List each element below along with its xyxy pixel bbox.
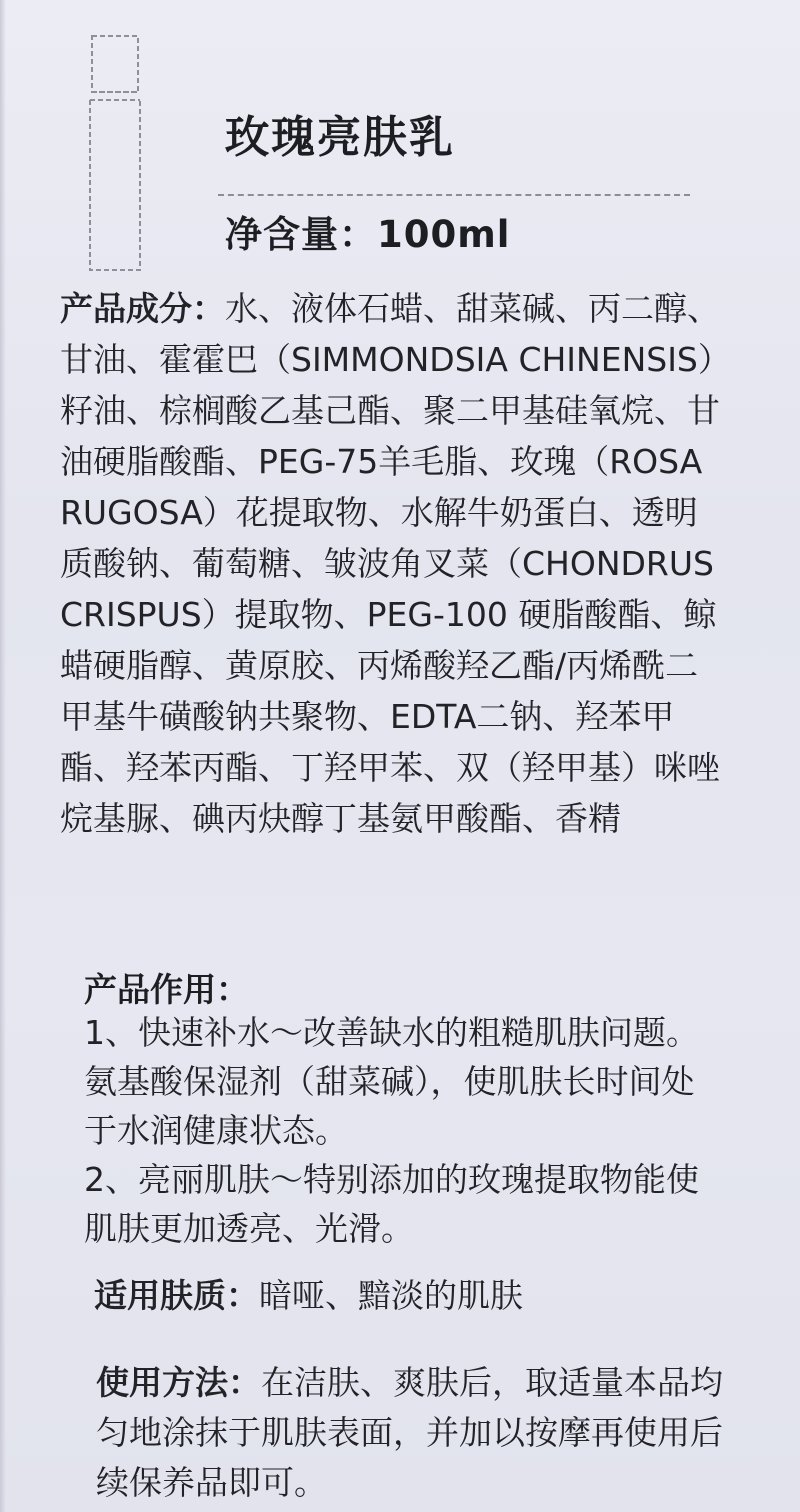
skin-type-heading: 适用肤质： [94,1276,259,1315]
effects-heading: 产品作用： [84,970,249,1009]
effect-item-1: 1、快速补水～改善缺水的粗糙肌肤问题。氨基酸保湿剂（甜菜碱），使肌肤长时间处于水润健康状态。 [84,1013,699,1150]
ingredients-text: 水、液体石蜡、甜菜碱、丙二醇、甘油、霍霍巴（SIMMONDSIA CHINENSIS）籽油、棕榈酸乙基己酯、聚二甲基硅氧烷、甘油硬脂酸酯、PEG-75羊毛脂、玫瑰（ROSA RUGOSA）花提取物、水解牛奶蛋白、透明质酸钠、葡萄糖、皱波角叉菜（CHONDRUS CRISPUS）提取物、PEG-100 硬脂酸酯、鲸蜡硬脂醇、黄原胶、丙烯酸羟乙酯/丙烯酰二甲基牛磺酸钠共聚物、EDTA二钠、羟苯甲酯、羟苯丙酯、丁羟甲苯、双（羟甲基）咪唑烷基脲、碘丙炔醇丁基氨甲酸酯、香精 [60,289,720,838]
ingredients-heading: 产品成分： [60,289,225,328]
ingredients-section [60,283,725,844]
usage-text: 在洁肤、爽肤后，取适量本品均匀地涂抹于肌肤表面，并加以按摩再使用后续保养品即可。 [96,1363,723,1502]
product-name: 玫瑰亮肤乳 [225,112,455,163]
effect-item-2: 2、亮丽肌肤～特别添加的玫瑰提取物能使肌肤更加透亮、光滑。 [84,1160,699,1248]
skin-type-text: 暗哑、黯淡的肌肤 [259,1276,523,1315]
title-divider [218,194,690,196]
skin-type-section [94,1270,714,1321]
effects-section [84,1008,724,1253]
net-volume: 净含量：100ml [225,213,511,256]
usage-section [96,1358,726,1508]
label-edge-shadow [0,0,6,1512]
bottle-icon [84,30,146,275]
usage-heading: 使用方法： [96,1363,261,1402]
